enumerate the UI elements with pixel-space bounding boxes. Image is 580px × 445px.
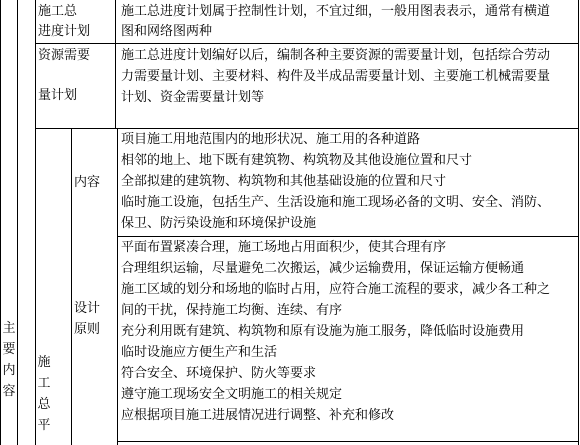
principle-line-2: 合理组织运输，尽量避免二次搬运，减少运输费用，保证运输方便畅通 [121,261,525,276]
principle-line-6: 临时设施应方便生产和生活 [121,345,278,360]
col-divider-3b [71,128,72,445]
principles-label-line-1: 设计 [74,301,101,316]
resources-content-line-3: 计划、资金需要量计划等 [121,90,265,105]
row-divider-3 [117,236,579,237]
principle-line-9: 应根据项目施工进展情况进行调整、补充和修改 [121,408,395,423]
principle-line-5: 充分利用既有建筑、构筑物和原有设施为施工服务，降低临时设施费用 [121,324,525,339]
principles-label-line-2: 原则 [74,322,101,337]
row-divider-2 [35,128,579,129]
site-plan-label: 施工总平 [37,355,51,433]
principle-line-8: 遵守施工现场安全文明施工的相关规定 [121,387,343,402]
schedule-content-line-2: 图和网络图两种 [121,24,213,39]
principle-line-3: 施工区域的划分和场地的临时占用，应符合施工流程的要求，减少各工种之 [121,282,551,297]
resources-content-line-2: 力需要量计划、主要材料、构件及半成品需要量计划、主要施工机械需要量 [121,69,551,84]
content-line-4: 临时施工设施，包括生产、生活设施和施工现场必备的文明、安全、消防、 [121,195,551,210]
main-content-label: 主要内容 [2,321,16,399]
content-line-3: 全部拟建的建筑物、构筑物和其他基础设施的位置和尺寸 [121,174,447,189]
row-divider-4 [117,441,579,442]
content-line-1: 项目施工用地范围内的地形状况、施工用的各种道路 [121,132,421,147]
schedule-label-line-1: 施工总 [38,4,78,19]
principle-line-1: 平面布置紧凑合理，施工场地占用面积少，使其合理有序 [121,240,447,255]
col-divider-4 [117,128,118,445]
content-section-label: 内容 [74,175,101,190]
col-divider-3 [115,0,116,128]
right-border [578,0,579,445]
content-line-2: 相邻的地上、地下既有建筑物、构筑物及其他设施位置和尺寸 [121,153,473,168]
resources-label-line-1: 资源需要 [38,48,91,63]
schedule-label-line-2: 进度计划 [38,24,91,39]
principle-line-7: 符合安全、环境保护、防火等要求 [121,366,317,381]
content-line-5: 保卫、防污染设施和环境保护设施 [121,216,317,231]
row-divider-1 [35,43,579,44]
schedule-content-line-1: 施工总进度计划属于控制性计划，不宜过细，一般用图表表示，通常有横道 [121,4,551,19]
resources-content-line-1: 施工总进度计划编好以后，编制各种主要资源的需要量计划，包括综合劳动 [121,48,551,63]
col-divider-1 [17,0,18,445]
principle-line-4: 间的干扰，保持施工均衡、连续、有序 [121,303,343,318]
resources-label-line-2: 量计划 [38,88,78,103]
